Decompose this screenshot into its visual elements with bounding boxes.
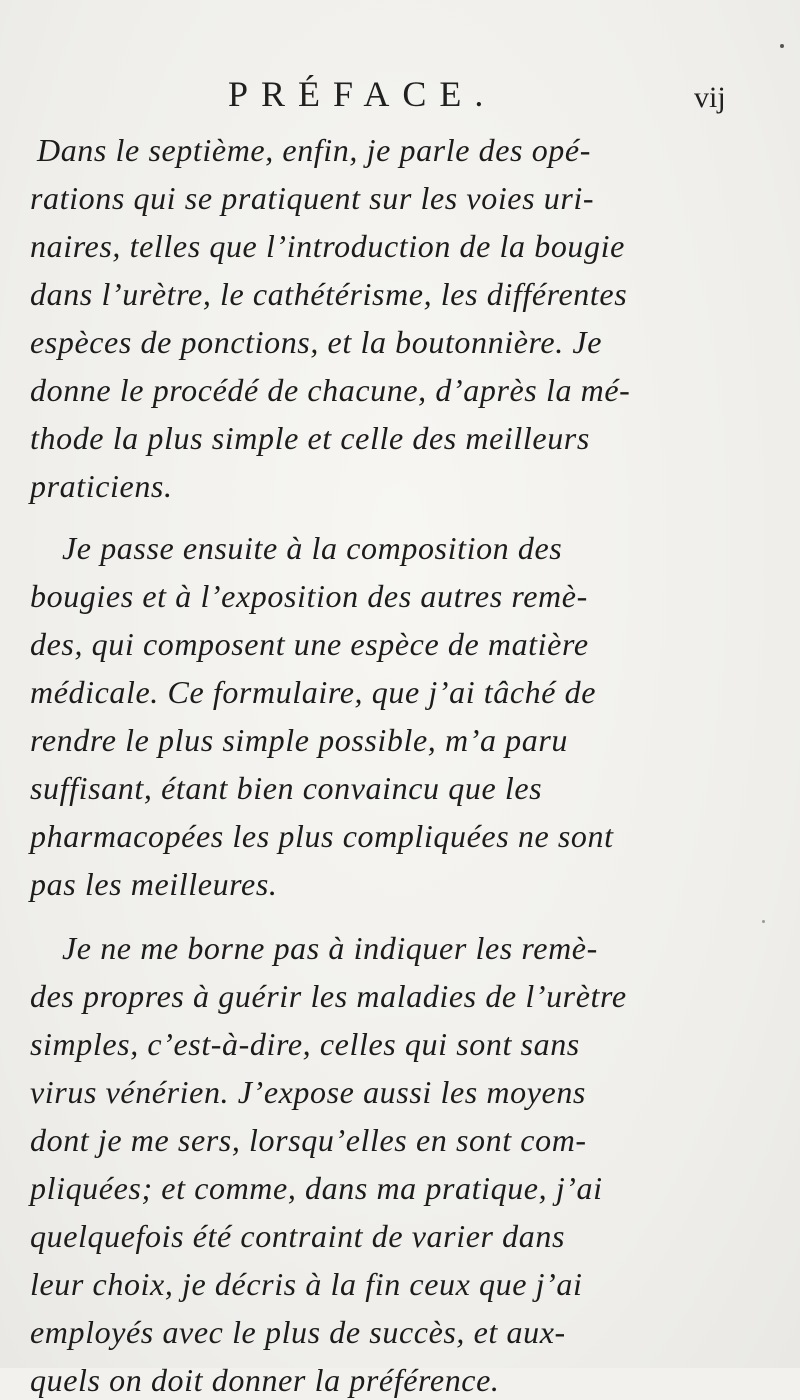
text-line: thode la plus simple et celle des meilleurs xyxy=(30,420,590,456)
text-line: naires, telles que l’introduction de la bougie xyxy=(30,228,625,264)
text-line: pharmacopées les plus compliquées ne sont xyxy=(30,818,614,854)
text-line: Dans le septième, enfin, je parle des opé- xyxy=(37,132,591,168)
text-line: médicale. Ce formulaire, que j’ai tâché de xyxy=(30,674,597,710)
running-header xyxy=(0,72,800,122)
text-line: des, qui composent une espèce de matière xyxy=(30,626,589,662)
text-line: virus vénérien. J’expose aussi les moyens xyxy=(30,1074,586,1110)
text-line: donne le procédé de chacune, d’après la mé- xyxy=(30,372,631,408)
text-line: quelquefois été contraint de varier dans xyxy=(30,1218,566,1254)
text-line: pas les meilleures. xyxy=(30,866,278,902)
text-line: dont je me sers, lorsqu’elles en sont com- xyxy=(30,1122,587,1158)
header-title: PRÉFACE. xyxy=(228,74,497,114)
text-line: des propres à guérir les maladies de l’urètre xyxy=(30,978,627,1014)
text-line: Je passe ensuite à la composition des xyxy=(62,530,563,566)
text-line: espèces de ponctions, et la boutonnière. Je xyxy=(30,324,603,360)
page-number: vij xyxy=(694,81,726,114)
text-line: quels on doit donner la préférence. xyxy=(30,1362,500,1398)
text-line: simples, c’est-à-dire, celles qui sont sans xyxy=(30,1026,580,1062)
paper-speck xyxy=(762,920,765,923)
paper-speck xyxy=(780,44,784,48)
text-line: suffisant, étant bien convaincu que les xyxy=(30,770,543,806)
text-line: leur choix, je décris à la fin ceux que j’ai xyxy=(30,1266,583,1302)
text-line: employés avec le plus de succès, et aux- xyxy=(30,1314,566,1350)
text-line: rations qui se pratiquent sur les voies uri- xyxy=(30,180,595,216)
text-line: Je ne me borne pas à indiquer les remè- xyxy=(62,930,598,966)
text-line: bougies et à l’exposition des autres remè- xyxy=(30,578,588,614)
text-line: dans l’urètre, le cathétérisme, les différentes xyxy=(30,276,628,312)
text-line: pliquées; et comme, dans ma pratique, j’ai xyxy=(30,1170,603,1206)
text-line: praticiens. xyxy=(30,468,173,504)
text-line: rendre le plus simple possible, m’a paru xyxy=(30,722,569,758)
